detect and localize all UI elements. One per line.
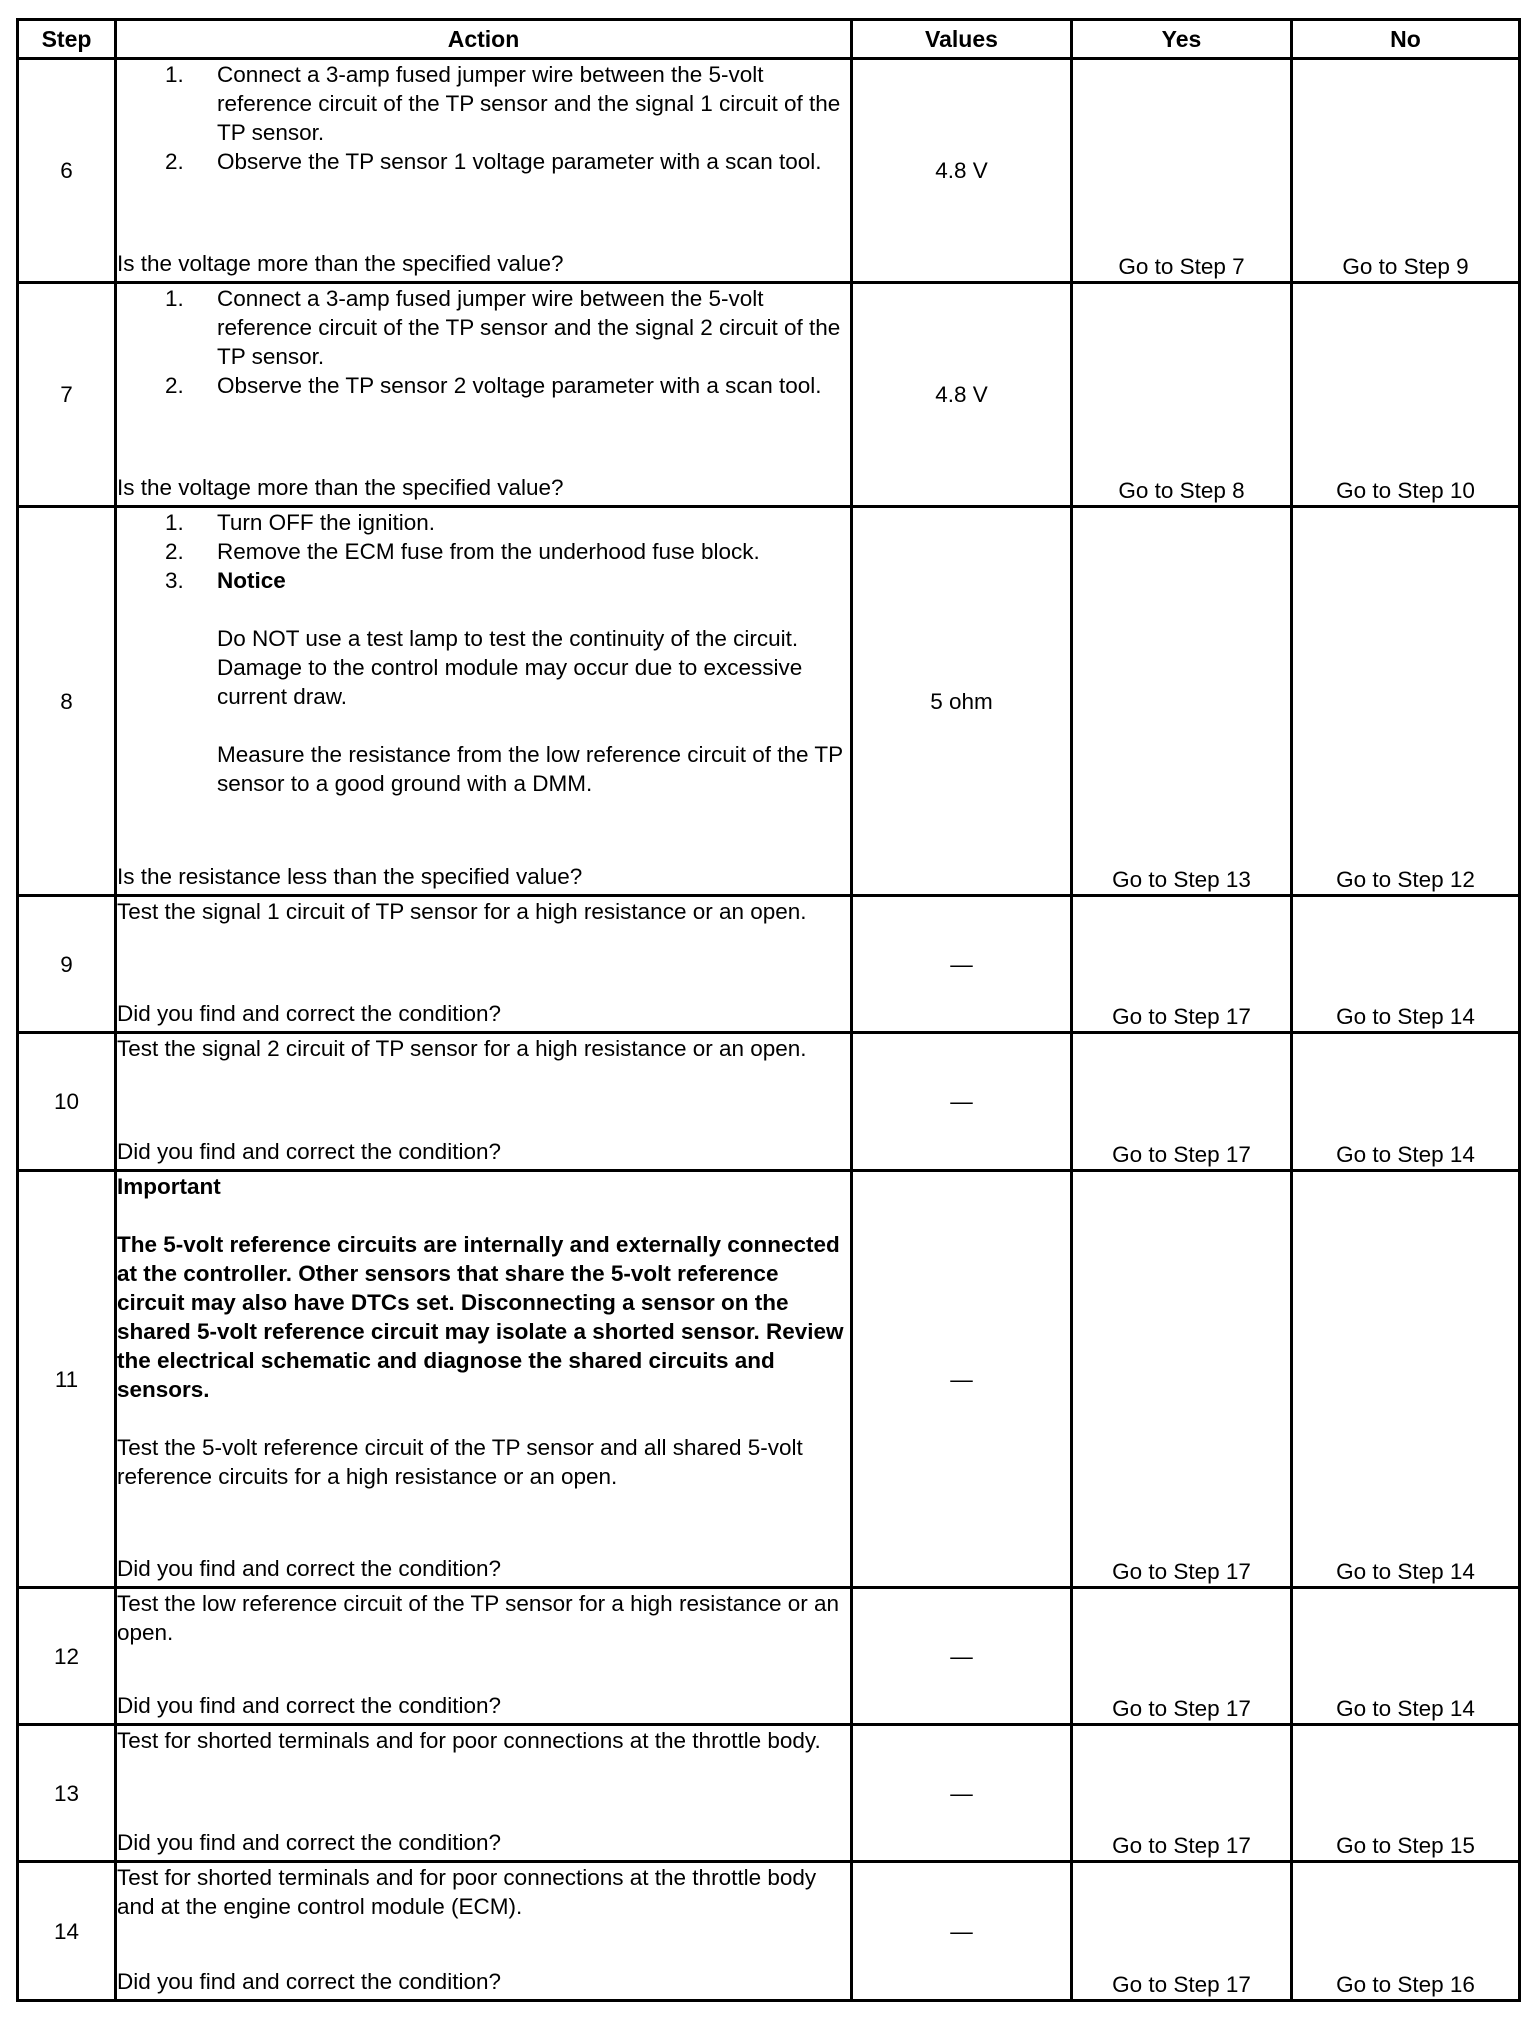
action-steps (117, 60, 850, 176)
action-text: Test the signal 1 circuit of TP sensor for a high resistance or an open. (117, 899, 807, 924)
step-number: 12 (18, 1588, 116, 1725)
table-row (18, 1862, 1520, 2001)
action-cell (116, 507, 852, 896)
header-step: Step (18, 20, 116, 59)
table-row (18, 1033, 1520, 1171)
no-cell: Go to Step 9 (1292, 59, 1520, 283)
value-cell: — (852, 1171, 1072, 1588)
action-steps (117, 508, 850, 595)
step-number: 13 (18, 1725, 116, 1862)
value-cell: 4.8 V (852, 283, 1072, 507)
value-cell: — (852, 1588, 1072, 1725)
action-text: Test for shorted terminals and for poor connections at the throttle body. (117, 1728, 821, 1753)
action-step: 2. Observe the TP sensor 2 voltage parameter with a scan tool. (165, 373, 822, 398)
action-step: 2. Observe the TP sensor 1 voltage parameter with a scan tool. (165, 149, 822, 174)
diagnostic-table-container (16, 18, 1518, 2002)
yes-cell: Go to Step 8 (1072, 283, 1292, 507)
yes-cell: Go to Step 17 (1072, 1725, 1292, 1862)
table-row (18, 1171, 1520, 1588)
action-question: Is the resistance less than the specified value? (117, 864, 583, 889)
value-cell: 4.8 V (852, 59, 1072, 283)
table-row (18, 283, 1520, 507)
yes-cell: Go to Step 17 (1072, 1171, 1292, 1588)
notice-text: Do NOT use a test lamp to test the continuity of the circuit. Damage to the control module may occur due to excessive current draw. (217, 626, 803, 709)
action-text: Test for shorted terminals and for poor connections at the throttle body and at the engine control module (ECM). (117, 1865, 817, 1919)
step-number: 7 (18, 283, 116, 507)
table-row (18, 507, 1520, 896)
action-cell (116, 1033, 852, 1171)
action-cell (116, 59, 852, 283)
value-cell: — (852, 1725, 1072, 1862)
action-cell (116, 283, 852, 507)
header-yes: Yes (1072, 20, 1292, 59)
value-cell: — (852, 896, 1072, 1033)
header-action: Action (116, 20, 852, 59)
yes-cell: Go to Step 17 (1072, 1033, 1292, 1171)
no-cell: Go to Step 15 (1292, 1725, 1520, 1862)
step-number: 6 (18, 59, 116, 283)
action-step: 1. Connect a 3-amp fused jumper wire between the 5-volt reference circuit of the TP sensor and the signal 1 circuit of the TP sensor. (165, 62, 841, 145)
yes-cell: Go to Step 17 (1072, 1588, 1292, 1725)
action-step: 3. Notice (165, 568, 286, 593)
action-question: Did you find and correct the condition? (117, 1556, 501, 1581)
action-text: Test the 5-volt reference circuit of the TP sensor and all shared 5-volt reference circuits for a high resistance or an open. (117, 1435, 803, 1489)
table-row (18, 59, 1520, 283)
action-question: Is the voltage more than the specified value? (117, 251, 564, 276)
table-row (18, 1588, 1520, 1725)
yes-cell: Go to Step 17 (1072, 896, 1292, 1033)
value-cell: 5 ohm (852, 507, 1072, 896)
no-cell: Go to Step 10 (1292, 283, 1520, 507)
yes-cell: Go to Step 13 (1072, 507, 1292, 896)
action-steps (117, 284, 850, 400)
step-number: 9 (18, 896, 116, 1033)
no-cell: Go to Step 14 (1292, 1171, 1520, 1588)
action-cell (116, 1588, 852, 1725)
important-text: The 5-volt reference circuits are internally and externally connected at the controller. Other sensors that share the 5-volt reference circuit may also have DTCs set. Disconnecting a sensor on the shared 5-volt reference circuit may isolate a shorted sensor. Review the electrical schematic and diagnose the shared circuits and sensors. (117, 1232, 844, 1402)
action-cell (116, 896, 852, 1033)
step-number: 14 (18, 1862, 116, 2001)
no-cell: Go to Step 14 (1292, 1588, 1520, 1725)
action-cell (116, 1862, 852, 2001)
header-no: No (1292, 20, 1520, 59)
header-values: Values (852, 20, 1072, 59)
value-cell: — (852, 1033, 1072, 1171)
action-step: 1. Connect a 3-amp fused jumper wire between the 5-volt reference circuit of the TP sensor and the signal 2 circuit of the TP sensor. (165, 286, 841, 369)
measure-text: Measure the resistance from the low reference circuit of the TP sensor to a good ground with a DMM. (217, 742, 843, 796)
important-title: Important (117, 1174, 221, 1199)
header-row (18, 20, 1520, 59)
action-question: Did you find and correct the condition? (117, 1139, 501, 1164)
step-number: 8 (18, 507, 116, 896)
action-question: Is the voltage more than the specified value? (117, 475, 564, 500)
action-question: Did you find and correct the condition? (117, 1693, 501, 1718)
action-step: 1. Turn OFF the ignition. (165, 510, 436, 535)
no-cell: Go to Step 14 (1292, 1033, 1520, 1171)
action-question: Did you find and correct the condition? (117, 1830, 501, 1855)
yes-cell: Go to Step 17 (1072, 1862, 1292, 2001)
action-question: Did you find and correct the condition? (117, 1969, 501, 1994)
no-cell: Go to Step 14 (1292, 896, 1520, 1033)
table-row (18, 1725, 1520, 1862)
step-number: 10 (18, 1033, 116, 1171)
diagnostic-table (16, 18, 1521, 2002)
action-text: Test the signal 2 circuit of TP sensor for a high resistance or an open. (117, 1036, 807, 1061)
no-cell: Go to Step 12 (1292, 507, 1520, 896)
action-step: 2. Remove the ECM fuse from the underhood fuse block. (165, 539, 760, 564)
value-cell: — (852, 1862, 1072, 2001)
action-cell (116, 1171, 852, 1588)
yes-cell: Go to Step 7 (1072, 59, 1292, 283)
step-number: 11 (18, 1171, 116, 1588)
no-cell: Go to Step 16 (1292, 1862, 1520, 2001)
action-question: Did you find and correct the condition? (117, 1001, 501, 1026)
action-text: Test the low reference circuit of the TP sensor for a high resistance or an open. (117, 1591, 840, 1645)
table-row (18, 896, 1520, 1033)
action-cell (116, 1725, 852, 1862)
